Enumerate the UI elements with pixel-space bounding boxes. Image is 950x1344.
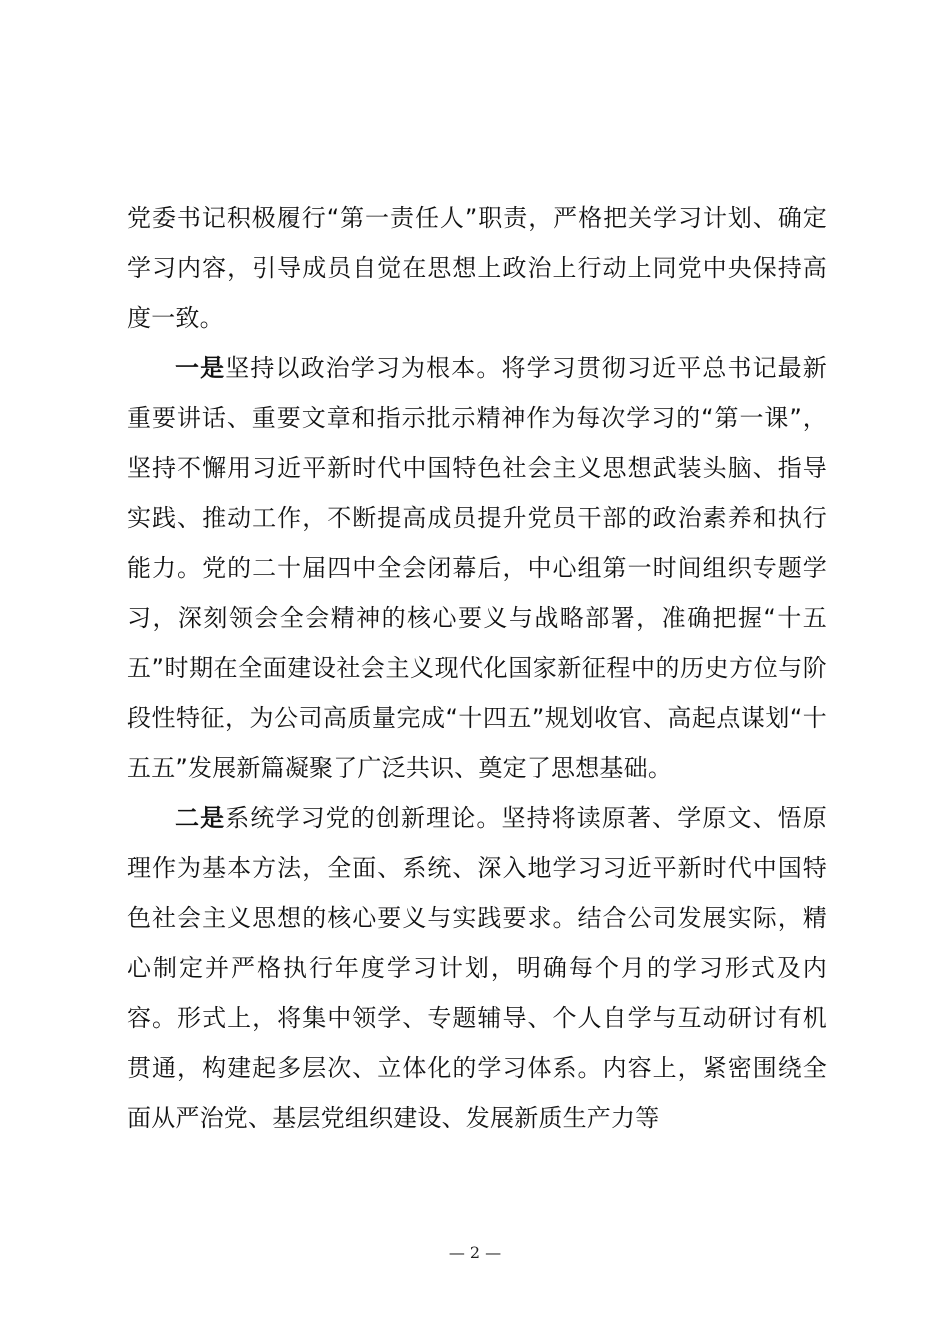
paragraph-text: 坚持以政治学习为根本。将学习贯彻习近平总书记最新重要讲话、重要文章和指示批示精神作为每次学习的“第一课”，坚持不懈用习近平新时代中国特色社会主义思想武装头脑、指导实践、推动工作，不断提高成员提升党员干部的政治素养和执行能力。党的二十届四中全会闭幕后，中心组第一时间组织专题学习，深刻领会全会精神的核心要义与战略部署，准确把握“十五五”时期在全面建设社会主义现代化国家新征程中的历史方位与阶段性特征，为公司高质量完成“十四五”规划收官、高起点谋划“十五五”发展新篇凝聚了广泛共识、奠定了思想基础。	[127, 354, 827, 782]
paragraph-lead: 二是	[175, 804, 226, 832]
paragraph-text: 党委书记积极履行“第一责任人”职责，严格把关学习计划、确定学习内容，引导成员自觉在思想上政治上行动上同党中央保持高度一致。	[127, 204, 827, 332]
page-number: — 2 —	[448, 1243, 502, 1262]
paragraph-text: 系统学习党的创新理论。坚持将读原著、学原文、悟原理作为基本方法，全面、系统、深入地学习习近平新时代中国特色社会主义思想的核心要义与实践要求。结合公司发展实际，精心制定并严格执行年度学习计划，明确每个月的学习形式及内容。形式上，将集中领学、专题辅导、个人自学与互动研讨有机贯通，构建起多层次、立体化的学习体系。内容上，紧密围绕全面从严治党、基层党组织建设、发展新质生产力等	[127, 804, 827, 1132]
paragraph-point-two	[127, 793, 827, 1143]
paragraph-point-one	[127, 343, 827, 793]
paragraph-lead: 一是	[175, 354, 226, 382]
document-body	[127, 193, 827, 1143]
paragraph-continued	[127, 193, 827, 343]
